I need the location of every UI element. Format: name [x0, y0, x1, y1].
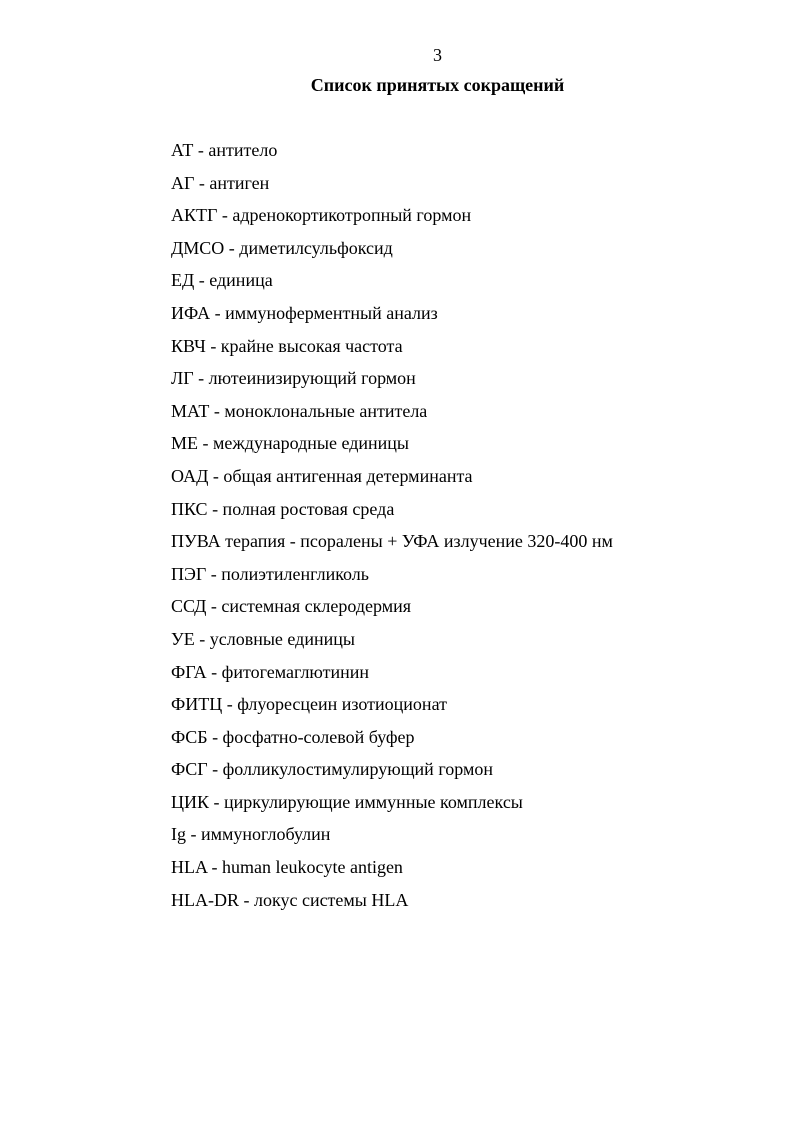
abbreviation-item: ДМСО - диметилсульфоксид	[171, 237, 393, 258]
abbreviation-item: МАТ - моноклональные антитела	[171, 400, 428, 421]
abbreviation-item: МЕ - международные единицы	[171, 433, 409, 454]
abbreviation-item: ЛГ - лютеинизирующий гормон	[171, 368, 416, 389]
abbreviation-item: ФГА - фитогемаглютинин	[171, 661, 370, 682]
abbreviation-item: ОАД - общая антигенная детерминанта	[171, 465, 473, 486]
abbreviation-list	[171, 139, 613, 921]
abbreviation-item: УЕ - условные единицы	[171, 628, 355, 649]
abbreviation-item: КВЧ - крайне высокая частота	[171, 335, 403, 356]
abbreviation-item: ЦИК - циркулирующие иммунные комплексы	[171, 791, 523, 812]
abbreviation-item: АГ - антиген	[171, 172, 270, 193]
abbreviation-item: АТ - антитело	[171, 140, 278, 160]
abbreviation-item: ПКС - полная ростовая среда	[171, 498, 395, 519]
abbreviation-item: ПЭГ - полиэтиленгликоль	[171, 563, 369, 584]
abbreviation-item: Ig - иммуноглобулин	[171, 824, 331, 845]
page-number: 3	[433, 45, 442, 65]
abbreviation-item: ФСГ - фолликулостимулирующий гормон	[171, 759, 494, 780]
abbreviation-item: ССД - системная склеродермия	[171, 596, 412, 617]
abbreviation-item: ФИТЦ - флуоресцеин изотиоционат	[171, 694, 447, 715]
page-title: Список принятых сокращений	[310, 75, 565, 95]
abbreviation-item: ЕД - единица	[171, 270, 273, 291]
abbreviation-item: ИФА - иммуноферментный анализ	[171, 302, 438, 323]
abbreviation-item: HLA-DR - локус системы HLA	[171, 889, 409, 910]
abbreviation-item: ФСБ - фосфатно-солевой буфер	[171, 726, 415, 747]
abbreviation-item: АКТГ - адренокортикотропный гормон	[171, 205, 472, 226]
abbreviation-item: ПУВА терапия - псоралены + УФА излучение 320-400 нм	[171, 531, 613, 552]
abbreviation-item: HLA - human leukocyte antigen	[171, 857, 403, 878]
